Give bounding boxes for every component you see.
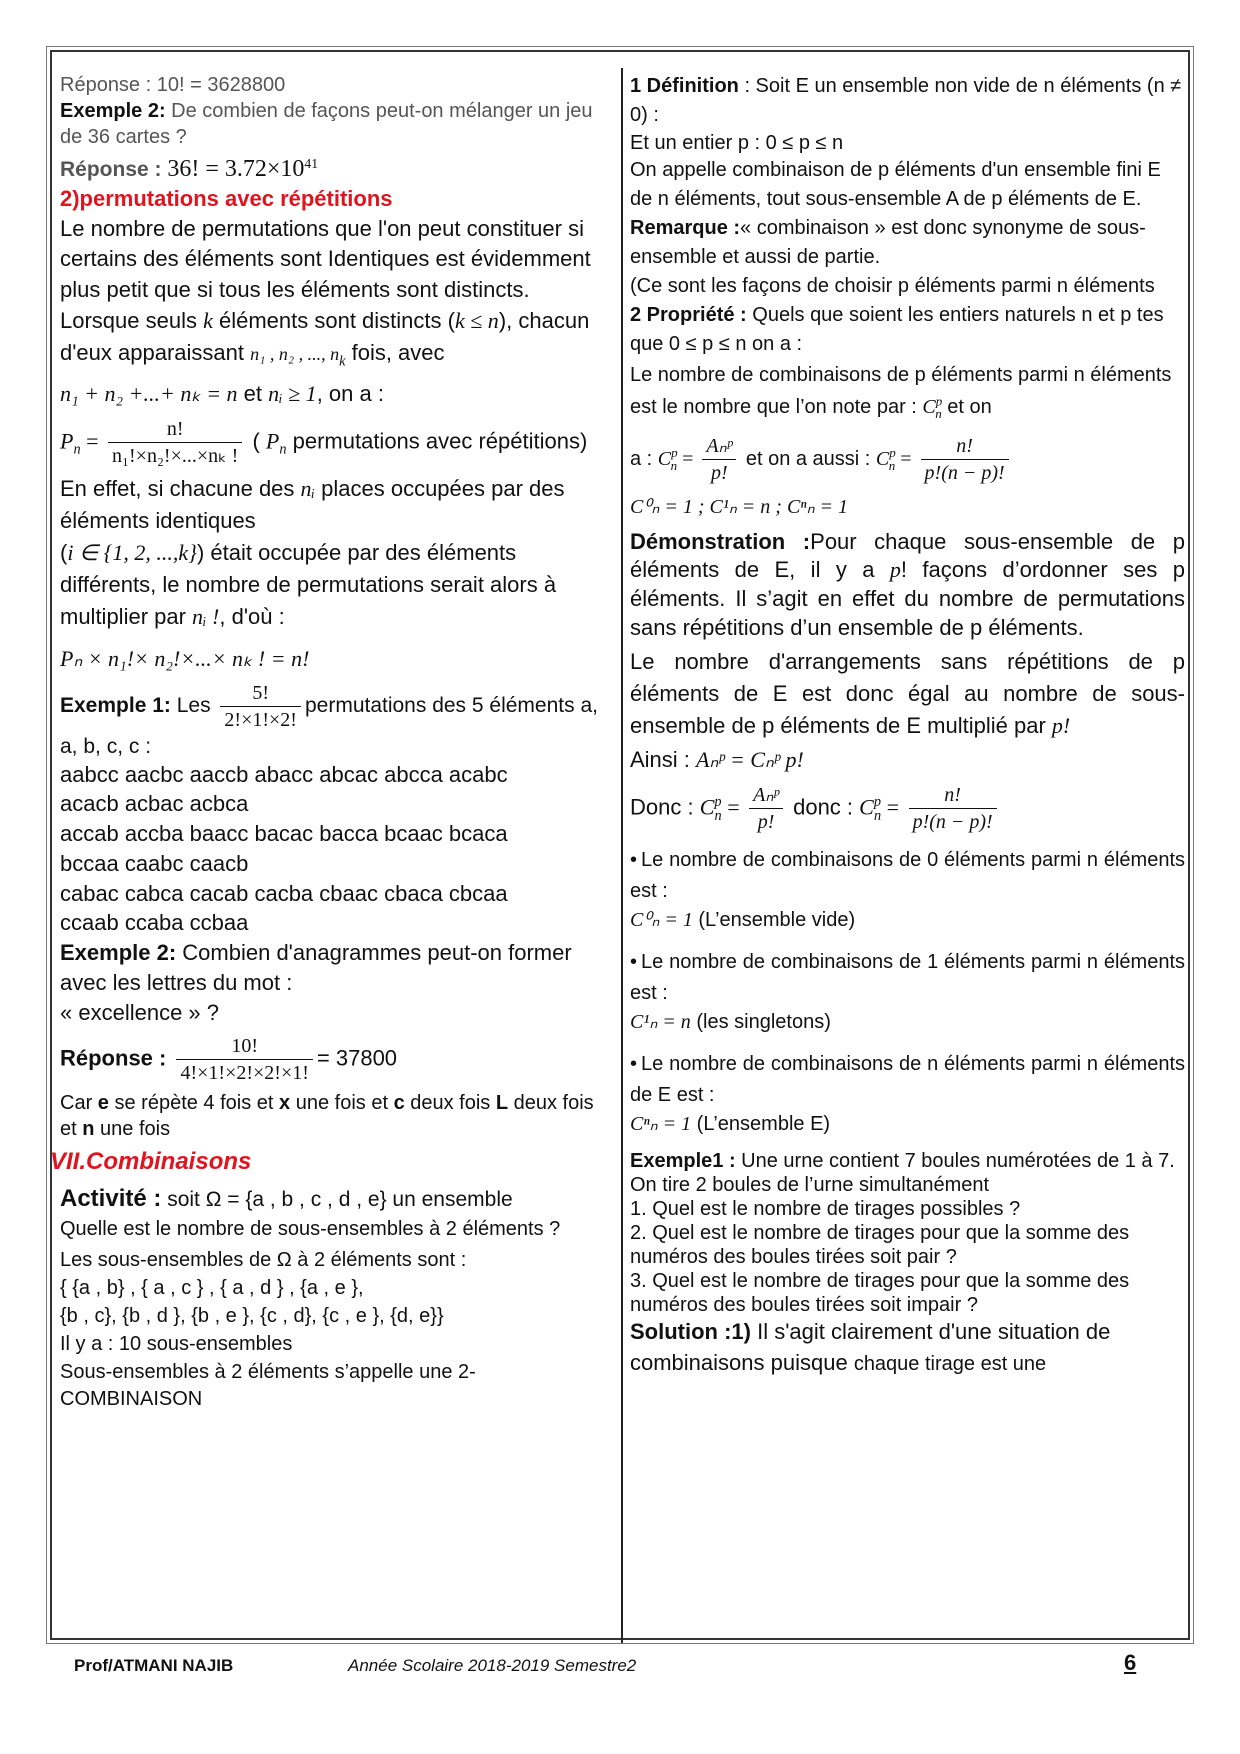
- text: (L’ensemble vide): [692, 909, 856, 932]
- text: se répète 4 fois et: [108, 1092, 280, 1115]
- text: (Ce sont les façons de choisir p éléments parmi n éléments: [630, 275, 1155, 297]
- text: places occupées par des éléments identiques: [60, 476, 565, 534]
- text: ), chacun d'eux apparaissant: [60, 307, 590, 365]
- fraction-denominator: p!(n − p)!: [924, 461, 1005, 484]
- question: 3. Quel est le nombre de tirages pour que la somme des numéros des boules tirées soit impair ?: [630, 1270, 1130, 1317]
- remark-label: Remarque :: [630, 217, 741, 239]
- right-column: 1 Définition : Soit E un ensemble non vide de n éléments (n ≠ 0) : Et un entier p : 0 ≤ p ≤ n On appelle combinaison de p éléments d'un ensemble fini E de n éléments, tout sous-ensemble A de p éléments de E. Remarque :« combinaison » est donc synonyme de sous-ensemble et aussi de partie. (Ce sont les façons de choisir p éléments parmi n éléments 2 Propriété : Quels que soient les entiers naturels n et p tes que 0 ≤ p ≤ n on a : Le nombre de combinaisons de p éléments parmi n éléments est le nombre que l’on note par : $C^p_n$ et on a : $C^p_n$ = $\frac{\text{Aₙᵖ}}{p!}$ et on a aussi : $C^p_n$ = $\frac{n!}{p!(n - p)!}$ C⁰ₙ = 1 ; C¹ₙ = n ; Cⁿₙ = 1 Démonstration :Pour chaque sous-ensemble de p éléments de E, il y a p! façons d’ordonner ses p éléments. Il s’agit en effet du nombre de permutations sans répétitions d’un ensemble de p éléments. Le nombre d'arrangements sans répétitions de p éléments de E est donc égal au nombre de sous-ensemble de p éléments de E multiplié par p! Ainsi : Aₙᵖ = Cₙᵖ p! Donc : $C^p_n$ = $\frac{\text{Aₙᵖ}}{p!}$ donc : $C^p_n$ = $\frac{n!}{p!(n - p)!}$ • Le nombre de combinaisons de 0 éléments parmi n éléments est : C⁰ₙ = 1 (L’ensemble vide) • Le nombre de combinaisons de 1 éléments parmi n éléments est : C¹ₙ = n (les singletons) • Le nombre de combinaisons de n éléments parmi n éléments de E est : Cⁿₙ = 1 (L’ensemble E) Exemple1 : Une urne contient 7 boules numérotées de 1 à 7. On tire 2 boules de l’urne simultanément 1. Quel est le nombre de tirages possibles ? 2. Quel est le nombre de tirages pour que la somme des numéros des boules tirées soit pair ? 3. Quel est le nombre de tirages pour que la somme des numéros des boules tirées soit impair ? Solution :1) Il s'agit clairement d'une situation de combinaisons puisque chaque tirage est une: [630, 72, 1185, 1379]
- text: soit Ω = {a , b , c , d , e} un ensemble: [161, 1188, 513, 1212]
- text: éléments sont distincts (: [212, 307, 455, 333]
- permutation-line: bccaa caabc caacb: [60, 850, 249, 876]
- math-p: P: [60, 428, 74, 454]
- text: ) était occupée par des éléments différents, le nombre de permutations serait alors à multiplier par: [60, 540, 557, 630]
- example-label: Exemple1 :: [630, 1150, 736, 1173]
- question: 2. Quel est le nombre de tirages pour que la somme des numéros des boules tirées soit pair ?: [630, 1222, 1130, 1269]
- fraction-numerator: n!: [909, 782, 997, 809]
- set-list: { {a , b} , { a , c } , { a , d } , {a , e },: [60, 1276, 364, 1299]
- text: une fois: [94, 1118, 171, 1141]
- math-p: p: [889, 557, 901, 583]
- permutation-line: acacb acbac acbca: [60, 791, 249, 817]
- formula-pn: $P_n$ = $\frac{n!}{\text{n₁!×n₂!×...×nₖ !}}$ ( $P_n$ permutations avec répétitions): [60, 418, 588, 468]
- text: une fois et: [290, 1092, 394, 1115]
- text: deux fois et: [60, 1092, 594, 1141]
- text: Les: [170, 693, 217, 717]
- fraction-numerator: n!: [108, 416, 242, 443]
- text: chaque tirage est une: [853, 1353, 1047, 1376]
- definition-label: 1 Définition: [630, 75, 739, 97]
- text: Lorsque seuls: [60, 307, 204, 333]
- text: Le nombre d'arrangements sans répétitions de p éléments de E est donc égal au nombre de sous-ensemble de p éléments de E multiplié par: [630, 649, 1185, 738]
- math-p-fact: p!: [1051, 712, 1071, 738]
- answer-label: Réponse :: [60, 1045, 167, 1071]
- text: On tire 2 boules de l’urne simultanément: [630, 1174, 990, 1197]
- text: (: [252, 428, 266, 454]
- fraction-denominator: p!: [757, 811, 775, 834]
- column-divider: [621, 68, 623, 1643]
- product-formula: Pₙ × n₁!× n₂!×...× nₖ ! = n!: [60, 645, 310, 671]
- math-condition: nᵢ ≥ 1: [268, 380, 317, 406]
- math-ni: n₁ , n₂ , ..., n: [250, 343, 340, 364]
- answer-math: 36! = 3.72×10: [167, 156, 305, 182]
- text: permutations des 5 éléments a, a, b, c, c :: [60, 693, 598, 758]
- fraction-numerator: 5!: [220, 680, 301, 707]
- math-k: k: [203, 307, 213, 333]
- text: Donc :: [630, 794, 700, 820]
- text: Pour chaque sous-ensemble de p éléments de E, il y a: [630, 528, 1185, 583]
- text: Car: [60, 1092, 98, 1115]
- section-title-permutations: 2)permutations avec répétitions: [60, 186, 393, 212]
- text: Le nombre de combinaisons de p éléments parmi n éléments est le nombre que l’on note par :: [630, 364, 1172, 418]
- example-label: Exemple 2:: [60, 939, 177, 965]
- text: Sous-ensembles à 2 éléments s’appelle une 2-COMBINAISON: [60, 1360, 476, 1410]
- text: permutations avec répétitions): [286, 428, 588, 454]
- letter: e: [97, 1092, 109, 1115]
- answer-line: Réponse : 10! = 3628800: [60, 74, 286, 96]
- text: fois, avec: [345, 339, 445, 365]
- text: Il y a : 10 sous-ensembles: [60, 1332, 293, 1355]
- word: « excellence » ?: [60, 999, 219, 1025]
- text: Ainsi :: [630, 746, 697, 772]
- letter: L: [495, 1092, 509, 1115]
- text: et: [237, 380, 269, 406]
- text: Une urne contient 7 boules numérotées de 1 à 7.: [735, 1150, 1175, 1173]
- math-c: C: [922, 396, 936, 418]
- fraction-denominator: 2!×1!×2!: [224, 708, 297, 731]
- footer-author: Prof/ATMANI NAJIB: [74, 1656, 234, 1675]
- text: , d'où :: [219, 604, 285, 630]
- text: et on: [941, 396, 992, 418]
- fraction-numerator: Aₙᵖ: [749, 782, 783, 809]
- text: En effet, si chacune des: [60, 476, 301, 502]
- text: deux fois: [404, 1092, 496, 1115]
- text: (: [60, 540, 68, 566]
- text: et on a aussi :: [745, 447, 876, 470]
- example-label: Exemple 2:: [60, 100, 166, 122]
- example-text: De combien de façons peut-on mélanger un jeu de 36 cartes ?: [60, 100, 593, 148]
- permutation-line: aabcc aacbc aaccb abacc abcac abcca acabc: [60, 761, 508, 787]
- math-set: i ∈ {1, 2, ...,k}: [67, 540, 197, 566]
- text: : Soit E un ensemble non vide de n éléments (n ≠ 0) :: [630, 75, 1182, 126]
- letter: c: [393, 1092, 405, 1115]
- demonstration-label: Démonstration :: [630, 528, 811, 554]
- answer-label: Réponse :: [60, 158, 162, 181]
- fraction-denominator: p!: [711, 461, 728, 484]
- answer-exponent: 41: [304, 156, 319, 171]
- math-ni: nᵢ: [300, 476, 316, 502]
- activity-label: Activité :: [60, 1185, 162, 1213]
- math-condition: k ≤ n: [454, 307, 499, 333]
- text: On appelle combinaison de p éléments d'un ensemble fini E de n éléments, tout sous-ensemble A de p éléments de E.: [630, 159, 1161, 210]
- permutation-line: cabac cabca cacab cacba cbaac cbaca cbcaa: [60, 880, 508, 906]
- math-equation: Cⁿₙ = 1: [630, 1113, 692, 1136]
- math-sum: n₁ + n₂ +...+ nₖ = n: [60, 380, 238, 406]
- section-title-combinaisons: VII.Combinaisons: [50, 1148, 252, 1176]
- letter: n: [82, 1118, 95, 1141]
- text: Il s'agit clairement d'une situation de combinaisons puisque: [630, 1319, 1111, 1376]
- fraction-denominator: p!(n − p)!: [912, 811, 993, 834]
- text: (les singletons): [690, 1011, 831, 1034]
- left-column: Réponse : 10! = 3628800 Exemple 2: De combien de façons peut-on mélanger un jeu de 36 cartes ? Réponse : 36! = $3.72\times 10^{41}$ 2)permutations avec répétitions Le nombre de permutations que l'on peut constituer si certains des éléments sont Identiques est évidemment plus petit que si tous les éléments sont distincts. Lorsque seuls k éléments sont distincts (k ≤ n), chacun d'eux apparaissant n₁ , n₂ , ..., $n_k$ fois, avec n₁ + n₂ +...+ nₖ = n et nᵢ ≥ 1, on a : $P_n$ = $\frac{n!}{\text{n₁!×n₂!×...×nₖ !}}$ ( $P_n$ permutations avec répétitions) En effet, si chacune des nᵢ places occupées par des éléments identiques (i ∈ {1, 2, ...,k}) était occupée par des éléments différents, le nombre de permutations serait alors à multiplier par nᵢ !, d'où : Pₙ × n₁!× n₂!×...× nₖ ! = n! Exemple 1: Les $\frac{5!}{2!\times 1!\times 2!}$ permutations des 5 éléments a, a, b, c, c : aabcc aacbc aaccb abacc abcac abcca acabc acacb acbac acbca accab accba baacc bacac bacca bcaac bcaca bccaa caabc caacb cabac cabca cacab cacba cbaac cbaca cbcaa ccaab ccaba ccbaa Exemple 2: Combien d'anagrammes peut-on former avec les lettres du mot : « excellence » ? Réponse : $\frac{10!}{4!\times 1!\times 2!\times 2!\times 1!}$ = 37800 Car e se répète 4 fois et x une fois et c deux fois L deux fois et n une fois VII.Combinaisons Activité : soit Ω = {a , b , c , d , e} un ensemble Quelle est le nombre de sous-ensembles à 2 éléments ? Les sous-ensembles de Ω à 2 éléments sont : { {a , b} , { a , c } , { a , d } , {a , e }, {b , c}, {b , d }, {b , e }, {c , d}, {c , e }, {d, e}} Il y a : 10 sous-ensembles Sous-ensembles à 2 éléments s’appelle une 2-COMBINAISON: [60, 72, 615, 1413]
- fraction-denominator: 4!×1!×2!×2!×1!: [180, 1062, 309, 1085]
- paragraph: Le nombre de permutations que l'on peut constituer si certains des éléments sont Identiques est évidemment plus petit que si tous les éléments sont distincts.: [60, 215, 591, 302]
- page-number: 6: [1124, 1650, 1137, 1675]
- permutation-list: [60, 760, 615, 938]
- bullet-item: • Le nombre de combinaisons de 0 éléments parmi n éléments est :: [630, 845, 1185, 907]
- example-label: Exemple 1:: [60, 693, 171, 717]
- property-label: 2 Propriété :: [630, 304, 747, 326]
- text: donc :: [793, 794, 860, 820]
- permutation-line: accab accba baacc bacac bacca bcaac bcaca: [60, 821, 508, 847]
- letter: x: [279, 1092, 291, 1115]
- math-ni-fact: nᵢ !: [192, 604, 220, 630]
- math-equation: Aₙᵖ = Cₙᵖ p!: [696, 746, 804, 772]
- bullet-item: • Le nombre de combinaisons de 1 éléments parmi n éléments est :: [630, 947, 1185, 1009]
- fraction-numerator: n!: [921, 433, 1009, 460]
- text: Combien d'anagrammes peut-on former avec les lettres du mot :: [60, 939, 572, 996]
- text: , on a :: [316, 380, 384, 406]
- text: Quels que soient les entiers naturels n et p tes que 0 ≤ p ≤ n on a :: [630, 304, 1164, 355]
- answer-value: = 37800: [316, 1045, 398, 1071]
- question: 1. Quel est le nombre de tirages possibles ?: [630, 1198, 1021, 1221]
- text: Et un entier p : 0 ≤ p ≤ n: [630, 132, 844, 154]
- fraction-numerator: 10!: [176, 1033, 312, 1060]
- set-list: {b , c}, {b , d }, {b , e }, {c , d}, {c , e }, {d, e}}: [60, 1304, 444, 1327]
- text: Quelle est le nombre de sous-ensembles à 2 éléments ?: [60, 1217, 561, 1240]
- text: Les sous-ensembles de Ω à 2 éléments sont :: [60, 1248, 467, 1271]
- text: (L’ensemble E): [691, 1113, 831, 1136]
- footer-year: Année Scolaire 2018-2019 Semestre2: [348, 1656, 637, 1675]
- text: « combinaison » est donc synonyme de sous-ensemble et aussi de partie.: [630, 217, 1146, 268]
- text: ! façons d’ordonner ses p éléments. Il s’agit en effet du nombre de permutations sans répétitions d’un ensemble de p éléments.: [630, 557, 1185, 640]
- text: a :: [630, 447, 658, 470]
- math-equation: C¹ₙ = n: [630, 1011, 691, 1034]
- permutation-line: ccaab ccaba ccbaa: [60, 910, 249, 936]
- special-values: C⁰ₙ = 1 ; C¹ₙ = n ; Cⁿₙ = 1: [630, 495, 849, 518]
- fraction-denominator: n₁!×n₂!×...×nₖ !: [112, 445, 239, 468]
- fraction-numerator: Aₙᵖ: [702, 433, 736, 460]
- math-equation: C⁰ₙ = 1: [630, 909, 693, 932]
- bullet-item: • Le nombre de combinaisons de n éléments parmi n éléments de E est :: [630, 1049, 1185, 1111]
- solution-label: Solution :1): [630, 1319, 751, 1345]
